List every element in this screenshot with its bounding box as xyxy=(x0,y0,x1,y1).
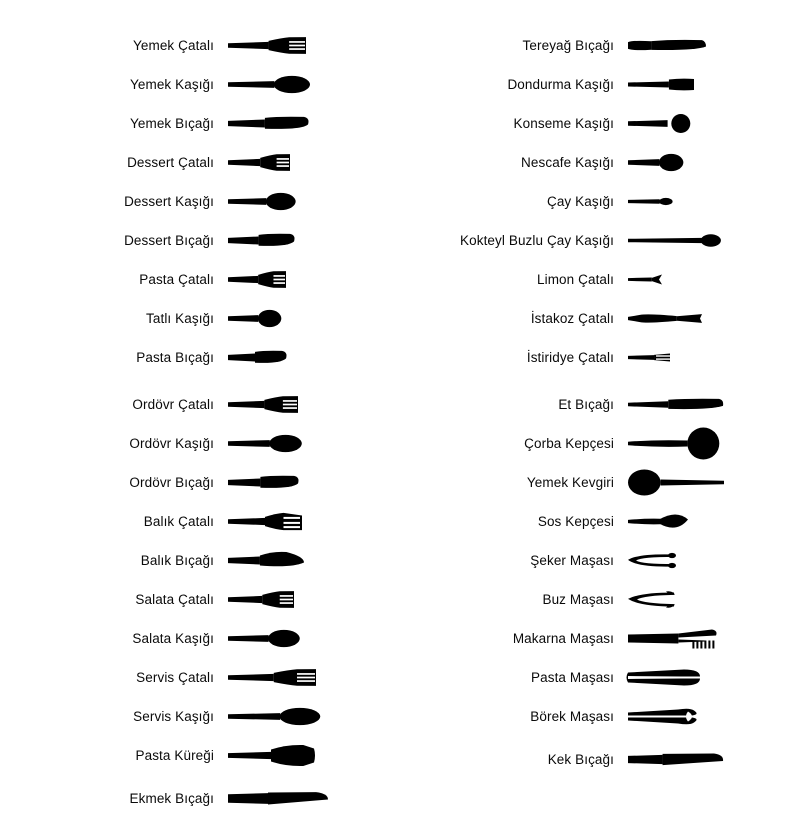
soup-ladle-icon xyxy=(624,424,800,463)
left-column xyxy=(0,26,400,818)
cutlery-label: Servis Çatalı xyxy=(136,669,214,685)
cutlery-label: İstakoz Çatalı xyxy=(530,310,614,326)
dinner-spoon-icon xyxy=(224,65,400,104)
sweet-spoon-icon xyxy=(224,299,400,338)
cutlery-label: Servis Kaşığı xyxy=(133,708,214,724)
cutlery-label: Ekmek Bıçağı xyxy=(129,790,214,806)
cutlery-row xyxy=(0,260,400,299)
cutlery-label: Tereyağ Bıçağı xyxy=(522,37,614,53)
cutlery-row xyxy=(0,697,400,736)
cake-knife-icon xyxy=(224,338,400,377)
cutlery-label: Limon Çatalı xyxy=(537,271,614,287)
cutlery-row xyxy=(0,338,400,377)
cutlery-label: Balık Çatalı xyxy=(143,513,214,529)
ice-tongs-icon xyxy=(624,580,800,619)
cutlery-row xyxy=(400,619,800,658)
pasta-tongs-icon xyxy=(624,619,800,658)
cutlery-label: Börek Maşası xyxy=(530,708,614,724)
cutlery-row xyxy=(0,143,400,182)
butter-knife-icon xyxy=(624,26,800,65)
cutlery-row xyxy=(0,463,400,502)
cutlery-label: İstiridye Çatalı xyxy=(526,349,614,365)
fish-fork-icon xyxy=(224,502,400,541)
cutlery-row xyxy=(400,424,800,463)
cutlery-label: Pasta Küreği xyxy=(135,747,214,763)
cutlery-label: Ordövr Çatalı xyxy=(132,396,214,412)
cutlery-row xyxy=(400,502,800,541)
cutlery-row xyxy=(0,299,400,338)
cutlery-label: Salata Çatalı xyxy=(135,591,214,607)
cutlery-row xyxy=(0,541,400,580)
dinner-fork-icon xyxy=(224,26,400,65)
cutlery-row xyxy=(0,580,400,619)
cutlery-row xyxy=(0,65,400,104)
cutlery-row xyxy=(400,260,800,299)
cutlery-row xyxy=(400,299,800,338)
cutlery-row xyxy=(400,104,800,143)
cutlery-label: Ordövr Kaşığı xyxy=(129,435,214,451)
cutlery-row xyxy=(0,779,400,818)
cutlery-label: Salata Kaşığı xyxy=(132,630,214,646)
cutlery-label: Yemek Bıçağı xyxy=(130,115,214,131)
cutlery-row xyxy=(400,541,800,580)
steak-knife-icon xyxy=(624,385,800,424)
bread-knife-icon xyxy=(224,779,400,818)
cutlery-label: Tatlı Kaşığı xyxy=(146,310,214,326)
cutlery-label: Et Bıçağı xyxy=(558,396,614,412)
cutlery-row xyxy=(400,221,800,260)
sauce-ladle-icon xyxy=(624,502,800,541)
hors-doeuvre-knife-icon xyxy=(224,463,400,502)
tea-spoon-icon xyxy=(624,182,800,221)
fish-knife-icon xyxy=(224,541,400,580)
cutlery-row xyxy=(0,658,400,697)
pastry-tongs-icon xyxy=(624,697,800,736)
cutlery-row xyxy=(400,697,800,736)
slotted-serving-spoon-icon xyxy=(624,463,800,502)
cutlery-row xyxy=(400,580,800,619)
cutlery-label: Balık Bıçağı xyxy=(140,552,214,568)
consomme-spoon-icon xyxy=(624,104,800,143)
cutlery-row xyxy=(400,658,800,697)
iced-tea-spoon-icon xyxy=(624,221,800,260)
salad-fork-icon xyxy=(224,580,400,619)
cutlery-row xyxy=(0,182,400,221)
serving-fork-icon xyxy=(224,658,400,697)
cutlery-label: Makarna Maşası xyxy=(512,630,614,646)
salad-spoon-icon xyxy=(224,619,400,658)
dinner-knife-icon xyxy=(224,104,400,143)
cutlery-row xyxy=(400,182,800,221)
cutlery-label: Pasta Bıçağı xyxy=(136,349,214,365)
cutlery-row xyxy=(0,736,400,775)
cutlery-row xyxy=(0,385,400,424)
hors-doeuvre-fork-icon xyxy=(224,385,400,424)
cutlery-label: Nescafe Kaşığı xyxy=(521,154,614,170)
cake-fork-icon xyxy=(224,260,400,299)
cutlery-label: Buz Maşası xyxy=(542,591,614,607)
cutlery-label: Kek Bıçağı xyxy=(547,751,614,767)
cutlery-label: Yemek Çatalı xyxy=(133,37,214,53)
cutlery-label: Kokteyl Buzlu Çay Kaşığı xyxy=(460,232,614,248)
cutlery-row xyxy=(400,143,800,182)
cutlery-label: Ordövr Bıçağı xyxy=(129,474,214,490)
cutlery-row xyxy=(400,26,800,65)
dessert-knife-icon xyxy=(224,221,400,260)
cutlery-label: Dessert Kaşığı xyxy=(124,193,214,209)
hors-doeuvre-spoon-icon xyxy=(224,424,400,463)
cake-knife-long-icon xyxy=(624,740,800,779)
cutlery-label: Pasta Maşası xyxy=(531,669,614,685)
cutlery-row xyxy=(0,502,400,541)
cutlery-row xyxy=(0,104,400,143)
lemon-fork-icon xyxy=(624,260,800,299)
cutlery-label: Dessert Çatalı xyxy=(127,154,214,170)
dessert-spoon-icon xyxy=(224,182,400,221)
cutlery-row xyxy=(400,740,800,779)
cutlery-label: Çay Kaşığı xyxy=(546,193,614,209)
cutlery-label: Konseme Kaşığı xyxy=(513,115,614,131)
cutlery-row xyxy=(400,463,800,502)
oyster-fork-icon xyxy=(624,338,800,377)
cutlery-label: Dondurma Kaşığı xyxy=(507,76,614,92)
cutlery-row xyxy=(0,26,400,65)
sugar-tongs-icon xyxy=(624,541,800,580)
cutlery-label: Yemek Kevgiri xyxy=(526,474,614,490)
ice-cream-spoon-icon xyxy=(624,65,800,104)
cake-server-icon xyxy=(224,736,400,775)
cutlery-row xyxy=(400,338,800,377)
cutlery-label: Pasta Çatalı xyxy=(139,271,214,287)
dessert-fork-icon xyxy=(224,143,400,182)
lobster-fork-icon xyxy=(624,299,800,338)
cutlery-label: Dessert Bıçağı xyxy=(124,232,214,248)
cake-tongs-icon xyxy=(624,658,800,697)
cutlery-row xyxy=(0,424,400,463)
cutlery-label: Şeker Maşası xyxy=(530,552,614,568)
cutlery-label: Sos Kepçesi xyxy=(537,513,614,529)
cutlery-label: Çorba Kepçesi xyxy=(524,435,614,451)
cutlery-row xyxy=(400,65,800,104)
coffee-spoon-icon xyxy=(624,143,800,182)
cutlery-row xyxy=(400,385,800,424)
cutlery-row xyxy=(0,221,400,260)
cutlery-label: Yemek Kaşığı xyxy=(130,76,214,92)
serving-spoon-icon xyxy=(224,697,400,736)
cutlery-row xyxy=(0,619,400,658)
right-column xyxy=(400,26,800,779)
